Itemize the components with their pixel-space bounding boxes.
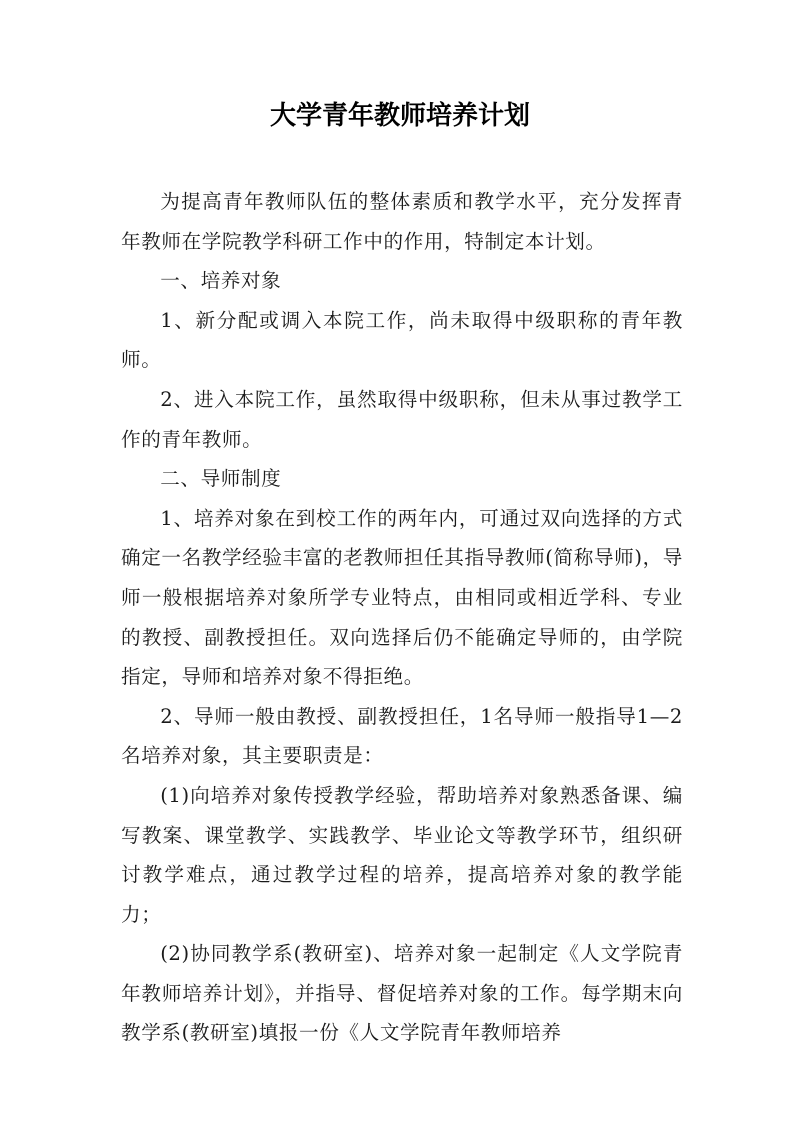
paragraph-mentor-2: 2、导师一般由教授、副教授担任，1名导师一般指导1—2名培养对象，其主要职责是： bbox=[121, 704, 683, 768]
paragraph-duty-2: (2)协同教学系(教研室)、培养对象一起制定《人文学院青年教师培养计划》，并指导、督促培养对象的工作。每学期末向教学系(教研室)填报一份《人文学院青年教师培养 bbox=[121, 942, 683, 1045]
heading-mentor-system: 二、导师制度 bbox=[160, 467, 282, 491]
paragraph-target-2: 2、进入本院工作，虽然取得中级职称，但未从事过教学工作的青年教师。 bbox=[121, 387, 683, 451]
document-title: 大学青年教师培养计划 bbox=[269, 101, 530, 131]
paragraph-mentor-1: 1、培养对象在到校工作的两年内，可通过双向选择的方式确定一名教学经验丰富的老教师担任其指导教师(简称导师)，导师一般根据培养对象所学专业特点，由相同或相近学科、专业的教授、副教授担任。双向选择后仍不能确定导师的，由学院指定，导师和培养对象不得拒绝。 bbox=[121, 506, 683, 689]
paragraph-duty-1: (1)向培养对象传授教学经验，帮助培养对象熟悉备课、编写教案、课堂教学、实践教学、毕业论文等教学环节，组织研讨教学难点，通过教学过程的培养，提高培养对象的教学能力； bbox=[121, 783, 683, 926]
paragraph-target-1: 1、新分配或调入本院工作，尚未取得中级职称的青年教师。 bbox=[121, 308, 683, 372]
document-body bbox=[121, 182, 683, 1053]
paragraph-intro: 为提高青年教师队伍的整体素质和教学水平，充分发挥青年教师在学院教学科研工作中的作用，特制定本计划。 bbox=[121, 190, 683, 253]
heading-training-targets: 一、培养对象 bbox=[160, 269, 282, 293]
